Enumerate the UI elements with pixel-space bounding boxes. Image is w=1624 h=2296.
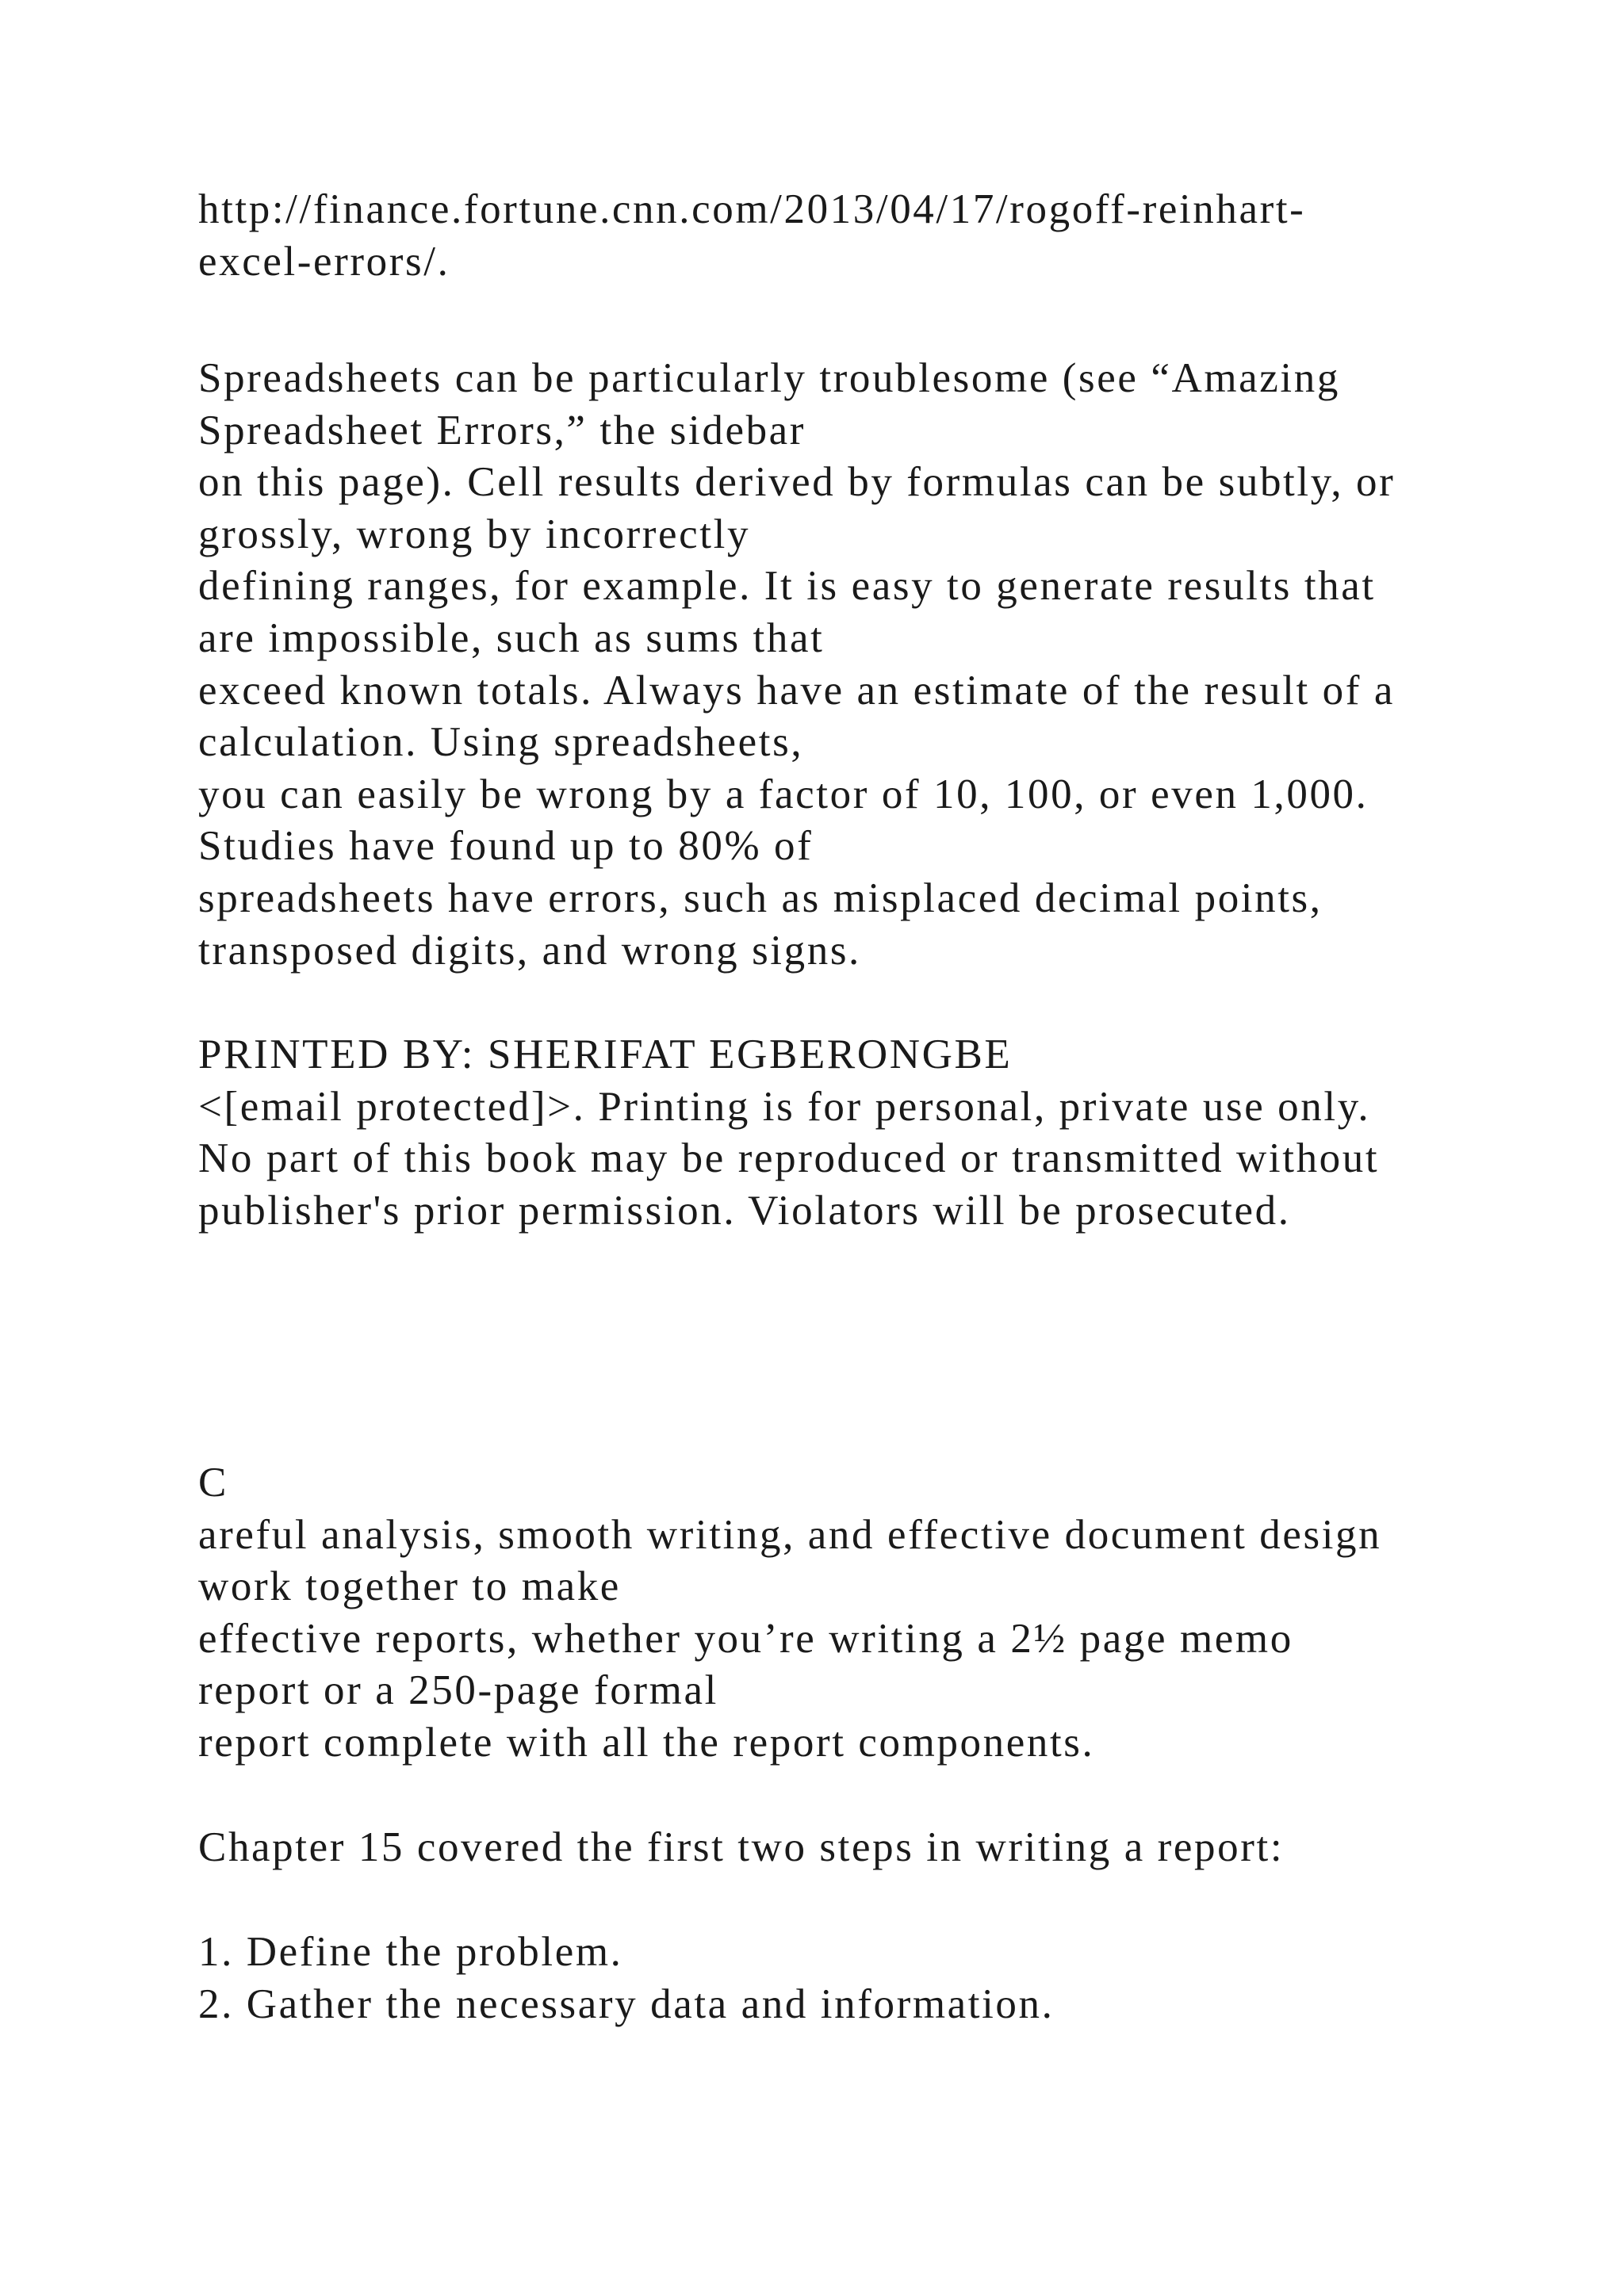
url-reference-paragraph: http://finance.fortune.cnn.com/2013/04/17/rogoff-reinhart- excel-errors/.	[198, 186, 1306, 285]
spreadsheet-errors-paragraph: Spreadsheets can be particularly troublesome (see “Amazing Spreadsheet Errors,” the sidebar on this page). Cell results derived by formulas can be subtly, or grossly, wrong by incorrectly defining ranges, for example. It is easy to generate results that are impossible, such as sums that exceed known totals. Always have an estimate of the result of a calculation. Using spreadsheets, you can easily be wrong by a factor of 10, 100, or even 1,000. Studies have found up to 80% of spreadsheets have errors, such as misplaced decimal points, transposed digits, and wrong signs.	[198, 355, 1396, 974]
report-steps-list: 1. Define the problem. 2. Gather the necessary data and information.	[198, 1929, 1055, 2027]
printed-by-notice: PRINTED BY: SHERIFAT EGBERONGBE <[email protected]>. Printing is for personal, private use only. No part of this book may be reproduced or transmitted without publisher's prior permission. Violators will be prosecuted.	[198, 1031, 1380, 1234]
chapter-intro-paragraph: C areful analysis, smooth writing, and effective document design work together to make effective reports, whether you’re writing a 2½ page memo report or a 250-page formal report complete with all the report components.	[198, 1460, 1382, 1766]
chapter-reference-sentence: Chapter 15 covered the first two steps in writing a report:	[198, 1824, 1285, 1870]
